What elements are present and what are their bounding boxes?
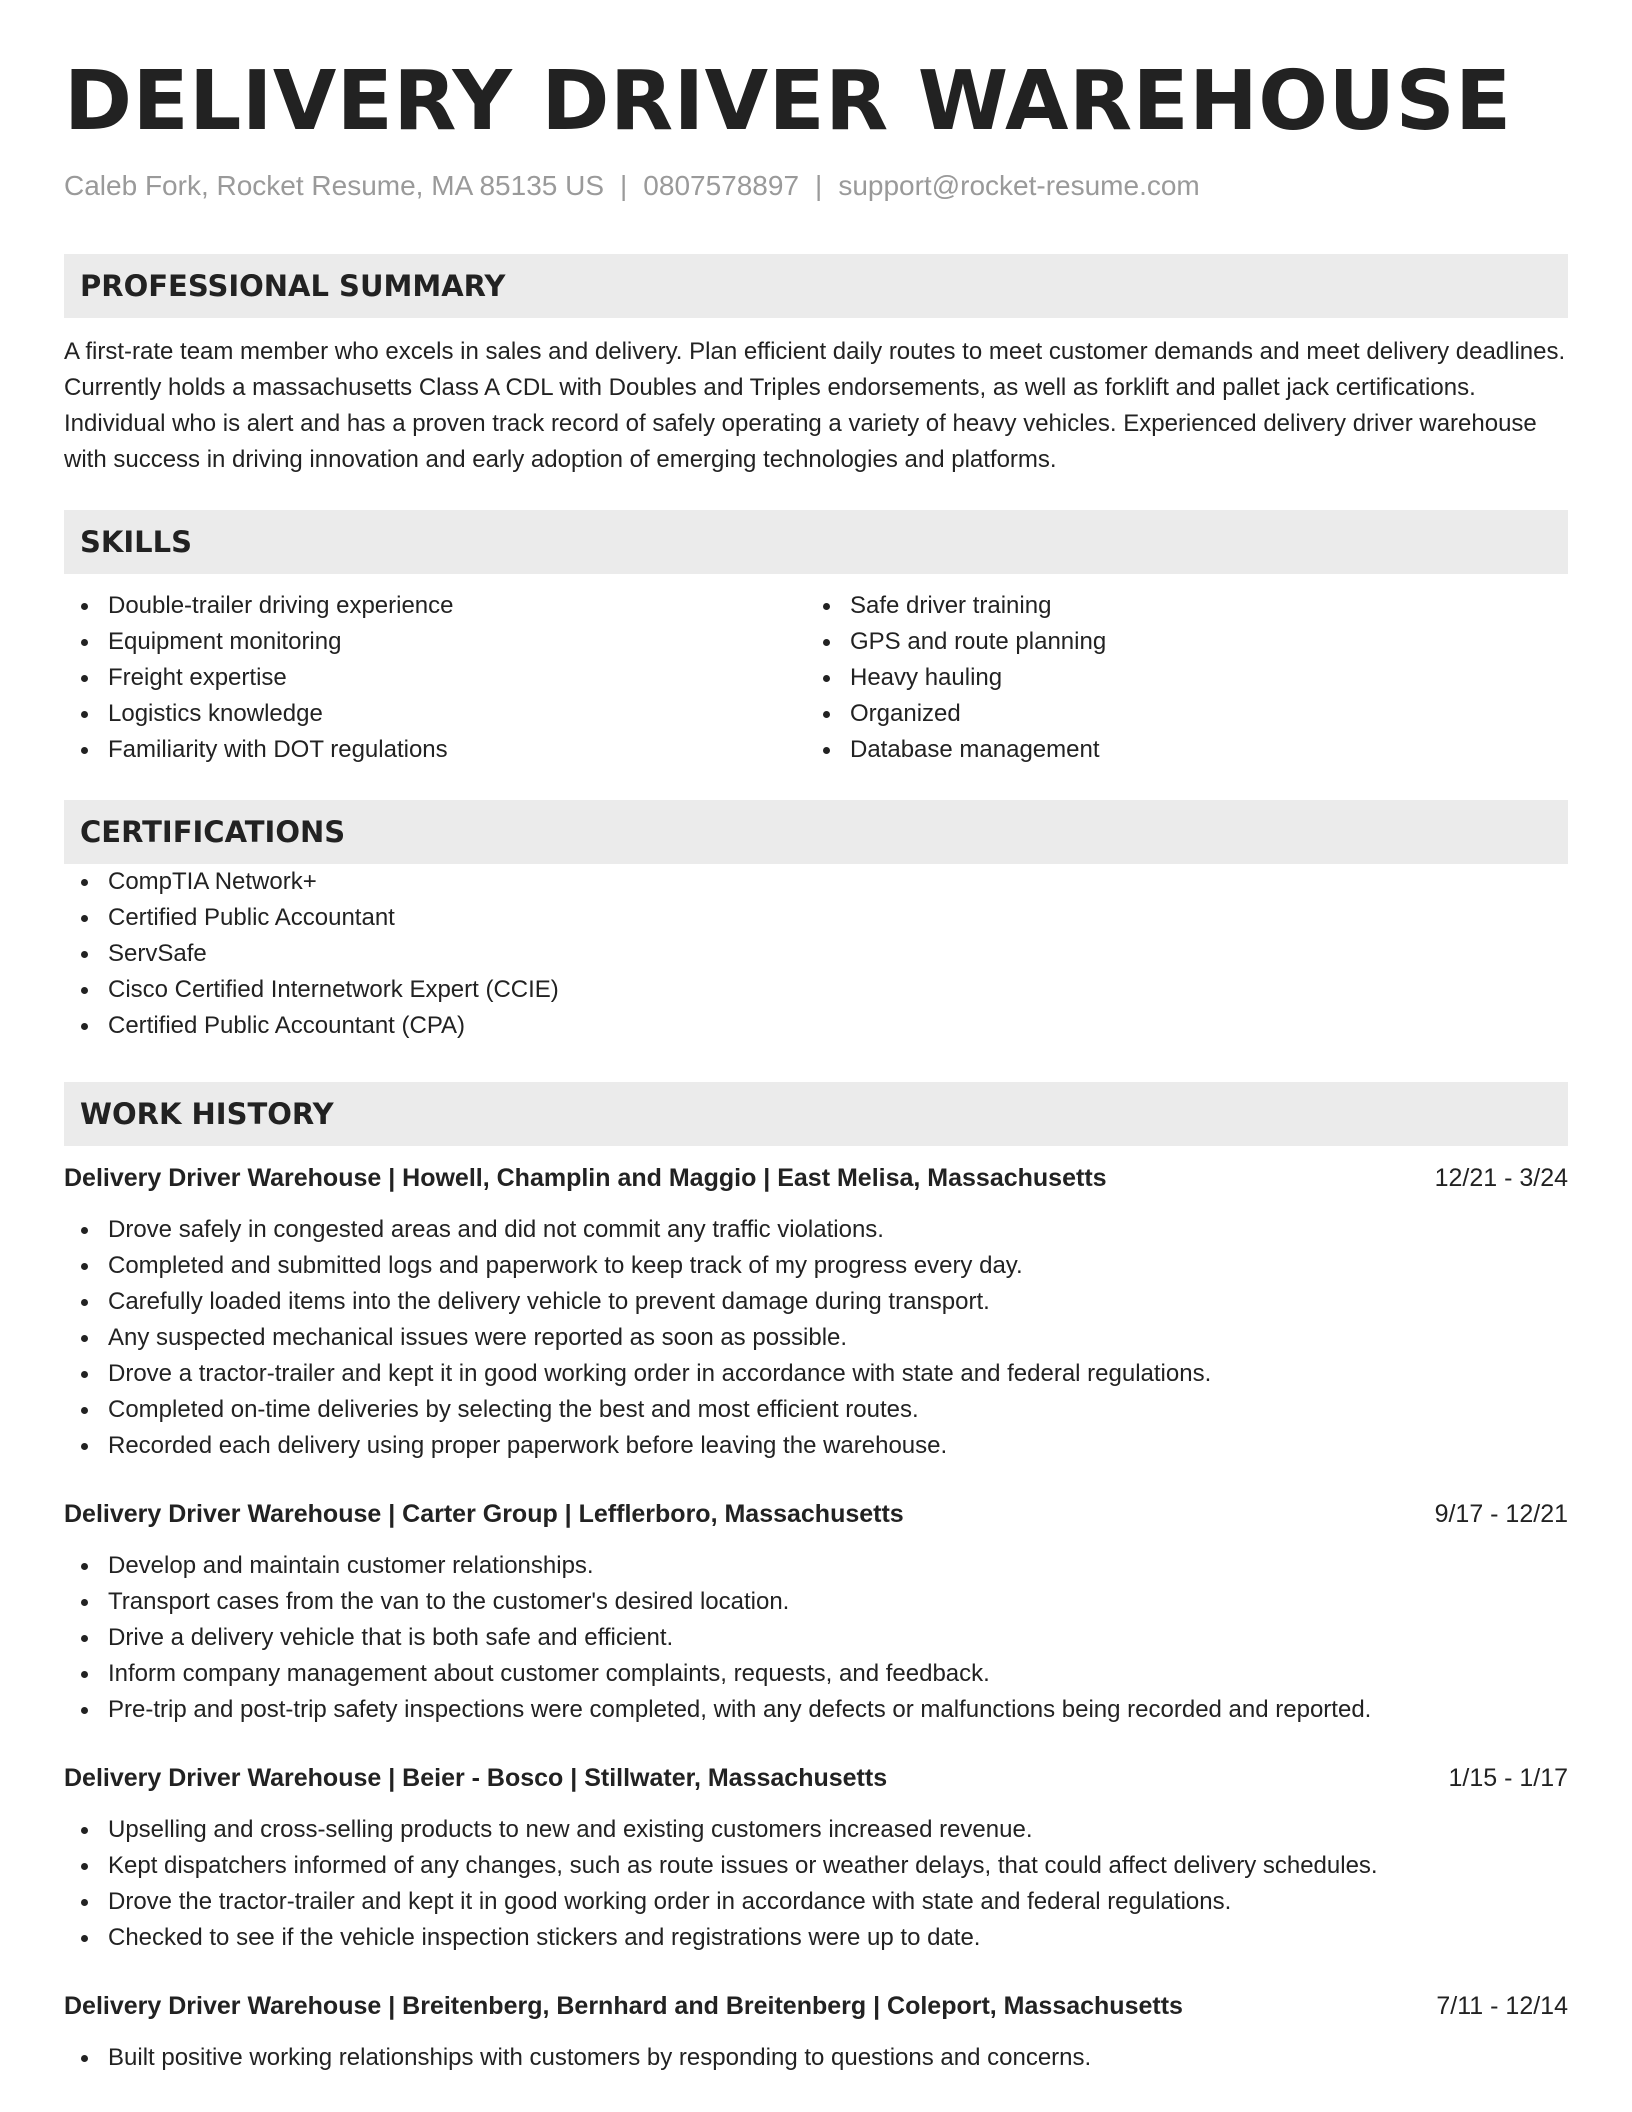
contact-separator: | [815, 170, 823, 201]
skill-item: GPS and route planning [806, 624, 1568, 660]
job-header [64, 1988, 1568, 2024]
duty-item: Drove a tractor-trailer and kept it in good working order in accordance with state and federal regulations. [64, 1356, 1568, 1392]
job-duties [64, 1212, 1568, 1464]
certification-item: CompTIA Network+ [64, 864, 1568, 900]
job-title: Delivery Driver Warehouse | Carter Group | Lefflerboro, Massachusetts [64, 1500, 904, 1528]
job-duties [64, 2040, 1568, 2076]
job-header [64, 1760, 1568, 1796]
duty-item: Pre-trip and post-trip safety inspections were completed, with any defects or malfunctions being recorded and reported. [64, 1692, 1568, 1728]
section-heading-summary: PROFESSIONAL SUMMARY [64, 254, 1568, 318]
certification-item: Certified Public Accountant [64, 900, 1568, 936]
duty-item: Built positive working relationships with customers by responding to questions and concerns. [64, 2040, 1568, 2076]
job-entry [64, 1160, 1568, 1464]
duty-item: Recorded each delivery using proper paperwork before leaving the warehouse. [64, 1428, 1568, 1464]
job-dates: 1/15 - 1/17 [1448, 1764, 1568, 1792]
duty-item: Checked to see if the vehicle inspection stickers and registrations were up to date. [64, 1920, 1568, 1956]
duty-item: Drove safely in congested areas and did not commit any traffic violations. [64, 1212, 1568, 1248]
duty-item: Develop and maintain customer relationships. [64, 1548, 1568, 1584]
summary-text: A first-rate team member who excels in sales and delivery. Plan efficient daily routes to meet customer demands and meet delivery deadlines. Currently holds a massachusetts Class A CDL with Doubles and Triples endorsements, as well as forklift and pallet jack certifications. Individual who is alert and has a proven track record of safely operating a variety of heavy vehicles. Experienced delivery driver warehouse with success in driving innovation and early adoption of emerging technologies and platforms. [64, 338, 1566, 473]
skill-item: Database management [806, 732, 1568, 768]
skills-grid [64, 588, 1568, 768]
job-duties [64, 1812, 1568, 1956]
contact-separator: | [620, 170, 628, 201]
contact-email: support@rocket-resume.com [838, 170, 1200, 201]
skill-item: Freight expertise [64, 660, 806, 696]
skill-item: Double-trailer driving experience [64, 588, 806, 624]
job-entry [64, 1760, 1568, 1956]
duty-item: Any suspected mechanical issues were reported as soon as possible. [64, 1320, 1568, 1356]
job-duties [64, 1548, 1568, 1728]
certifications-list [64, 864, 1568, 1044]
job-title: Delivery Driver Warehouse | Beier - Bosco | Stillwater, Massachusetts [64, 1764, 888, 1792]
duty-item: Carefully loaded items into the delivery vehicle to prevent damage during transport. [64, 1284, 1568, 1320]
job-header [64, 1496, 1568, 1532]
skill-item: Safe driver training [806, 588, 1568, 624]
contact-line [64, 168, 1568, 204]
job-dates: 12/21 - 3/24 [1434, 1164, 1568, 1192]
section-heading-certifications: CERTIFICATIONS [64, 800, 1568, 864]
skill-item: Heavy hauling [806, 660, 1568, 696]
duty-item: Kept dispatchers informed of any changes, such as route issues or weather delays, that could affect delivery schedules. [64, 1848, 1568, 1884]
job-entry [64, 1496, 1568, 1728]
contact-phone: 0807578897 [643, 170, 800, 201]
duty-item: Inform company management about customer complaints, requests, and feedback. [64, 1656, 1568, 1692]
job-title: Delivery Driver Warehouse | Howell, Champlin and Maggio | East Melisa, Massachusetts [64, 1164, 1107, 1192]
skill-item: Organized [806, 696, 1568, 732]
section-heading-skills: SKILLS [64, 510, 1568, 574]
duty-item: Upselling and cross-selling products to new and existing customers increased revenue. [64, 1812, 1568, 1848]
job-dates: 9/17 - 12/21 [1434, 1500, 1568, 1528]
contact-address: Caleb Fork, Rocket Resume, MA 85135 US [64, 170, 605, 201]
duty-item: Completed on-time deliveries by selecting the best and most efficient routes. [64, 1392, 1568, 1428]
duty-item: Transport cases from the van to the customer's desired location. [64, 1584, 1568, 1620]
job-entry [64, 1988, 1568, 2076]
section-heading-work-history: WORK HISTORY [64, 1082, 1568, 1146]
duty-item: Completed and submitted logs and paperwork to keep track of my progress every day. [64, 1248, 1568, 1284]
resume-title: DELIVERY DRIVER WAREHOUSE [64, 54, 1512, 149]
certification-item: ServSafe [64, 936, 1568, 972]
job-dates: 7/11 - 12/14 [1436, 1992, 1568, 2020]
duty-item: Drive a delivery vehicle that is both safe and efficient. [64, 1620, 1568, 1656]
duty-item: Drove the tractor-trailer and kept it in good working order in accordance with state and federal regulations. [64, 1884, 1568, 1920]
certification-item: Certified Public Accountant (CPA) [64, 1008, 1568, 1044]
job-title: Delivery Driver Warehouse | Breitenberg, Bernhard and Breitenberg | Coleport, Massachusetts [64, 1992, 1183, 2020]
skill-item: Logistics knowledge [64, 696, 806, 732]
skill-item: Equipment monitoring [64, 624, 806, 660]
skills-list-right [806, 588, 1568, 768]
job-header [64, 1160, 1568, 1196]
certification-item: Cisco Certified Internetwork Expert (CCIE) [64, 972, 1568, 1008]
skill-item: Familiarity with DOT regulations [64, 732, 806, 768]
skills-list-left [64, 588, 806, 768]
